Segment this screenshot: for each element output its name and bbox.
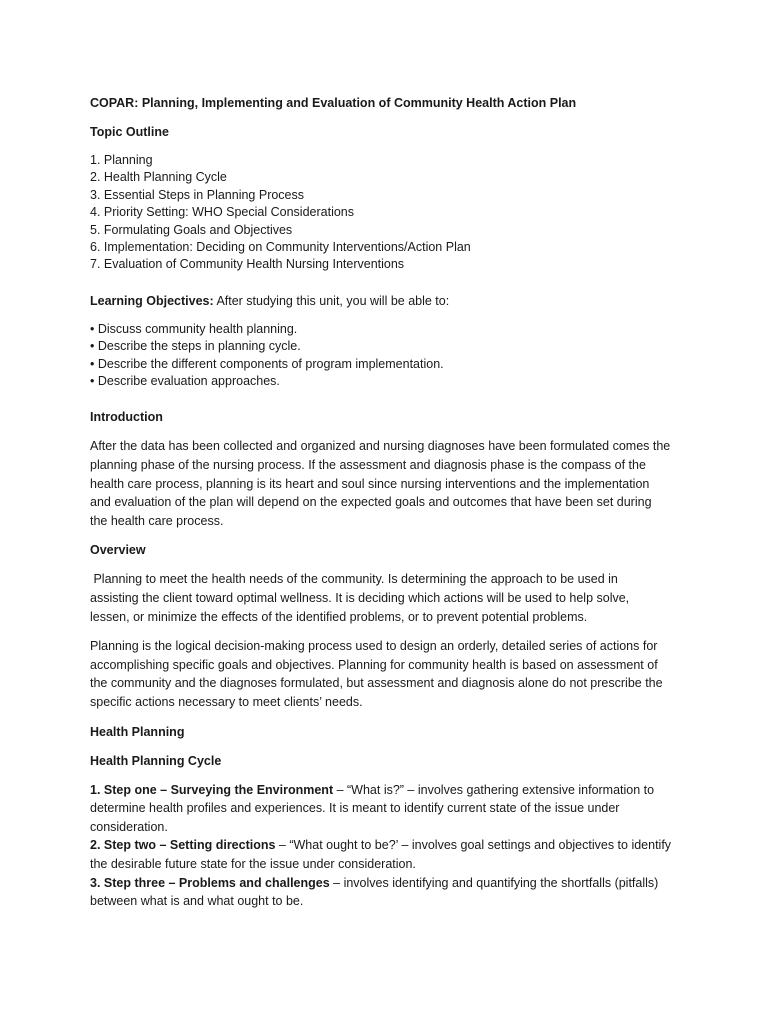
paragraph-line: lessen, or minimize the effects of the identified problems, or to prevent potential problems. [90, 609, 588, 624]
list-item: 4. Priority Setting: WHO Special Considerations [90, 205, 354, 220]
paragraph-line: assisting the client toward optimal wellness. It is deciding which actions will be used to help solve, [90, 591, 630, 606]
paragraph-line: the desirable future state for the issue under consideration. [90, 856, 416, 871]
step-three [90, 874, 688, 893]
paragraph-line: between what is and what ought to be. [90, 894, 304, 909]
step-text: – “What is?” – involves gathering extensive information to [333, 782, 655, 797]
step-title: 1. Step one – Surveying the Environment [90, 782, 334, 797]
paragraph-line: health care process, planning is its heart and soul since nursing interventions and the implementation [90, 476, 650, 491]
step-two [90, 836, 688, 855]
paragraph-line: the community and the diagnoses formulated, but assessment and diagnosis alone do not prescribe the [90, 676, 663, 691]
learning-objectives-intro [90, 292, 688, 310]
planning-cycle-steps [90, 781, 688, 911]
list-item: • Describe evaluation approaches. [90, 374, 280, 389]
step-one [90, 781, 688, 800]
overview-heading: Overview [90, 543, 146, 558]
paragraph-line: accomplishing specific goals and objectives. Planning for community health is based on assessment of [90, 657, 658, 672]
list-item: 2. Health Planning Cycle [90, 170, 227, 185]
paragraph-line: planning phase of the nursing process. If the assessment and diagnosis phase is the compass of the [90, 458, 646, 473]
step-text: – involves identifying and quantifying the shortfalls (pitfalls) [329, 875, 659, 890]
learning-objectives-list [90, 321, 688, 391]
step-title: 3. Step three – Problems and challenges [90, 875, 330, 890]
step-text: – “What ought to be?’ – involves goal settings and objectives to identify [275, 838, 672, 853]
paragraph-line: the health care process. [90, 513, 224, 528]
health-planning-cycle-heading: Health Planning Cycle [90, 753, 222, 768]
health-planning-heading: Health Planning [90, 724, 185, 739]
list-item: • Discuss community health planning. [90, 321, 298, 336]
step-title: 2. Step two – Setting directions [90, 838, 276, 853]
paragraph-line: Planning is the logical decision-making process used to design an orderly, detailed series of actions for [90, 639, 658, 654]
list-item: 7. Evaluation of Community Health Nursing Interventions [90, 257, 405, 272]
topic-outline-list [90, 152, 688, 274]
document-title: COPAR: Planning, Implementing and Evaluation of Community Health Action Plan [90, 96, 577, 110]
list-item: • Describe the different components of program implementation. [90, 356, 444, 371]
paragraph-line: Planning to meet the health needs of the community. Is determining the approach to be used in [90, 572, 618, 587]
list-item: 5. Formulating Goals and Objectives [90, 222, 293, 237]
list-item: 1. Planning [90, 153, 153, 167]
overview-paragraph-2 [90, 637, 688, 711]
overview-paragraph-1 [90, 570, 688, 626]
paragraph-line: After the data has been collected and organized and nursing diagnoses have been formulated comes the [90, 439, 671, 454]
list-item: 6. Implementation: Deciding on Community Interventions/Action Plan [90, 240, 471, 255]
paragraph-line: consideration. [90, 819, 168, 834]
paragraph-line: specific actions necessary to meet clients’ needs. [90, 695, 363, 709]
paragraph-line: and evaluation of the plan will depend on the expected goals and outcomes that have been set during [90, 495, 652, 510]
paragraph-line: determine health profiles and experiences. It is meant to identify current state of the issue under [90, 801, 620, 816]
list-item: • Describe the steps in planning cycle. [90, 339, 301, 354]
learning-objectives-label: Learning Objectives: [90, 293, 214, 308]
learning-objectives-text: After studying this unit, you will be able to: [213, 293, 450, 308]
introduction-heading: Introduction [90, 410, 163, 425]
introduction-paragraph [90, 437, 688, 530]
list-item: 3. Essential Steps in Planning Process [90, 187, 305, 202]
topic-outline-heading: Topic Outline [90, 125, 169, 139]
